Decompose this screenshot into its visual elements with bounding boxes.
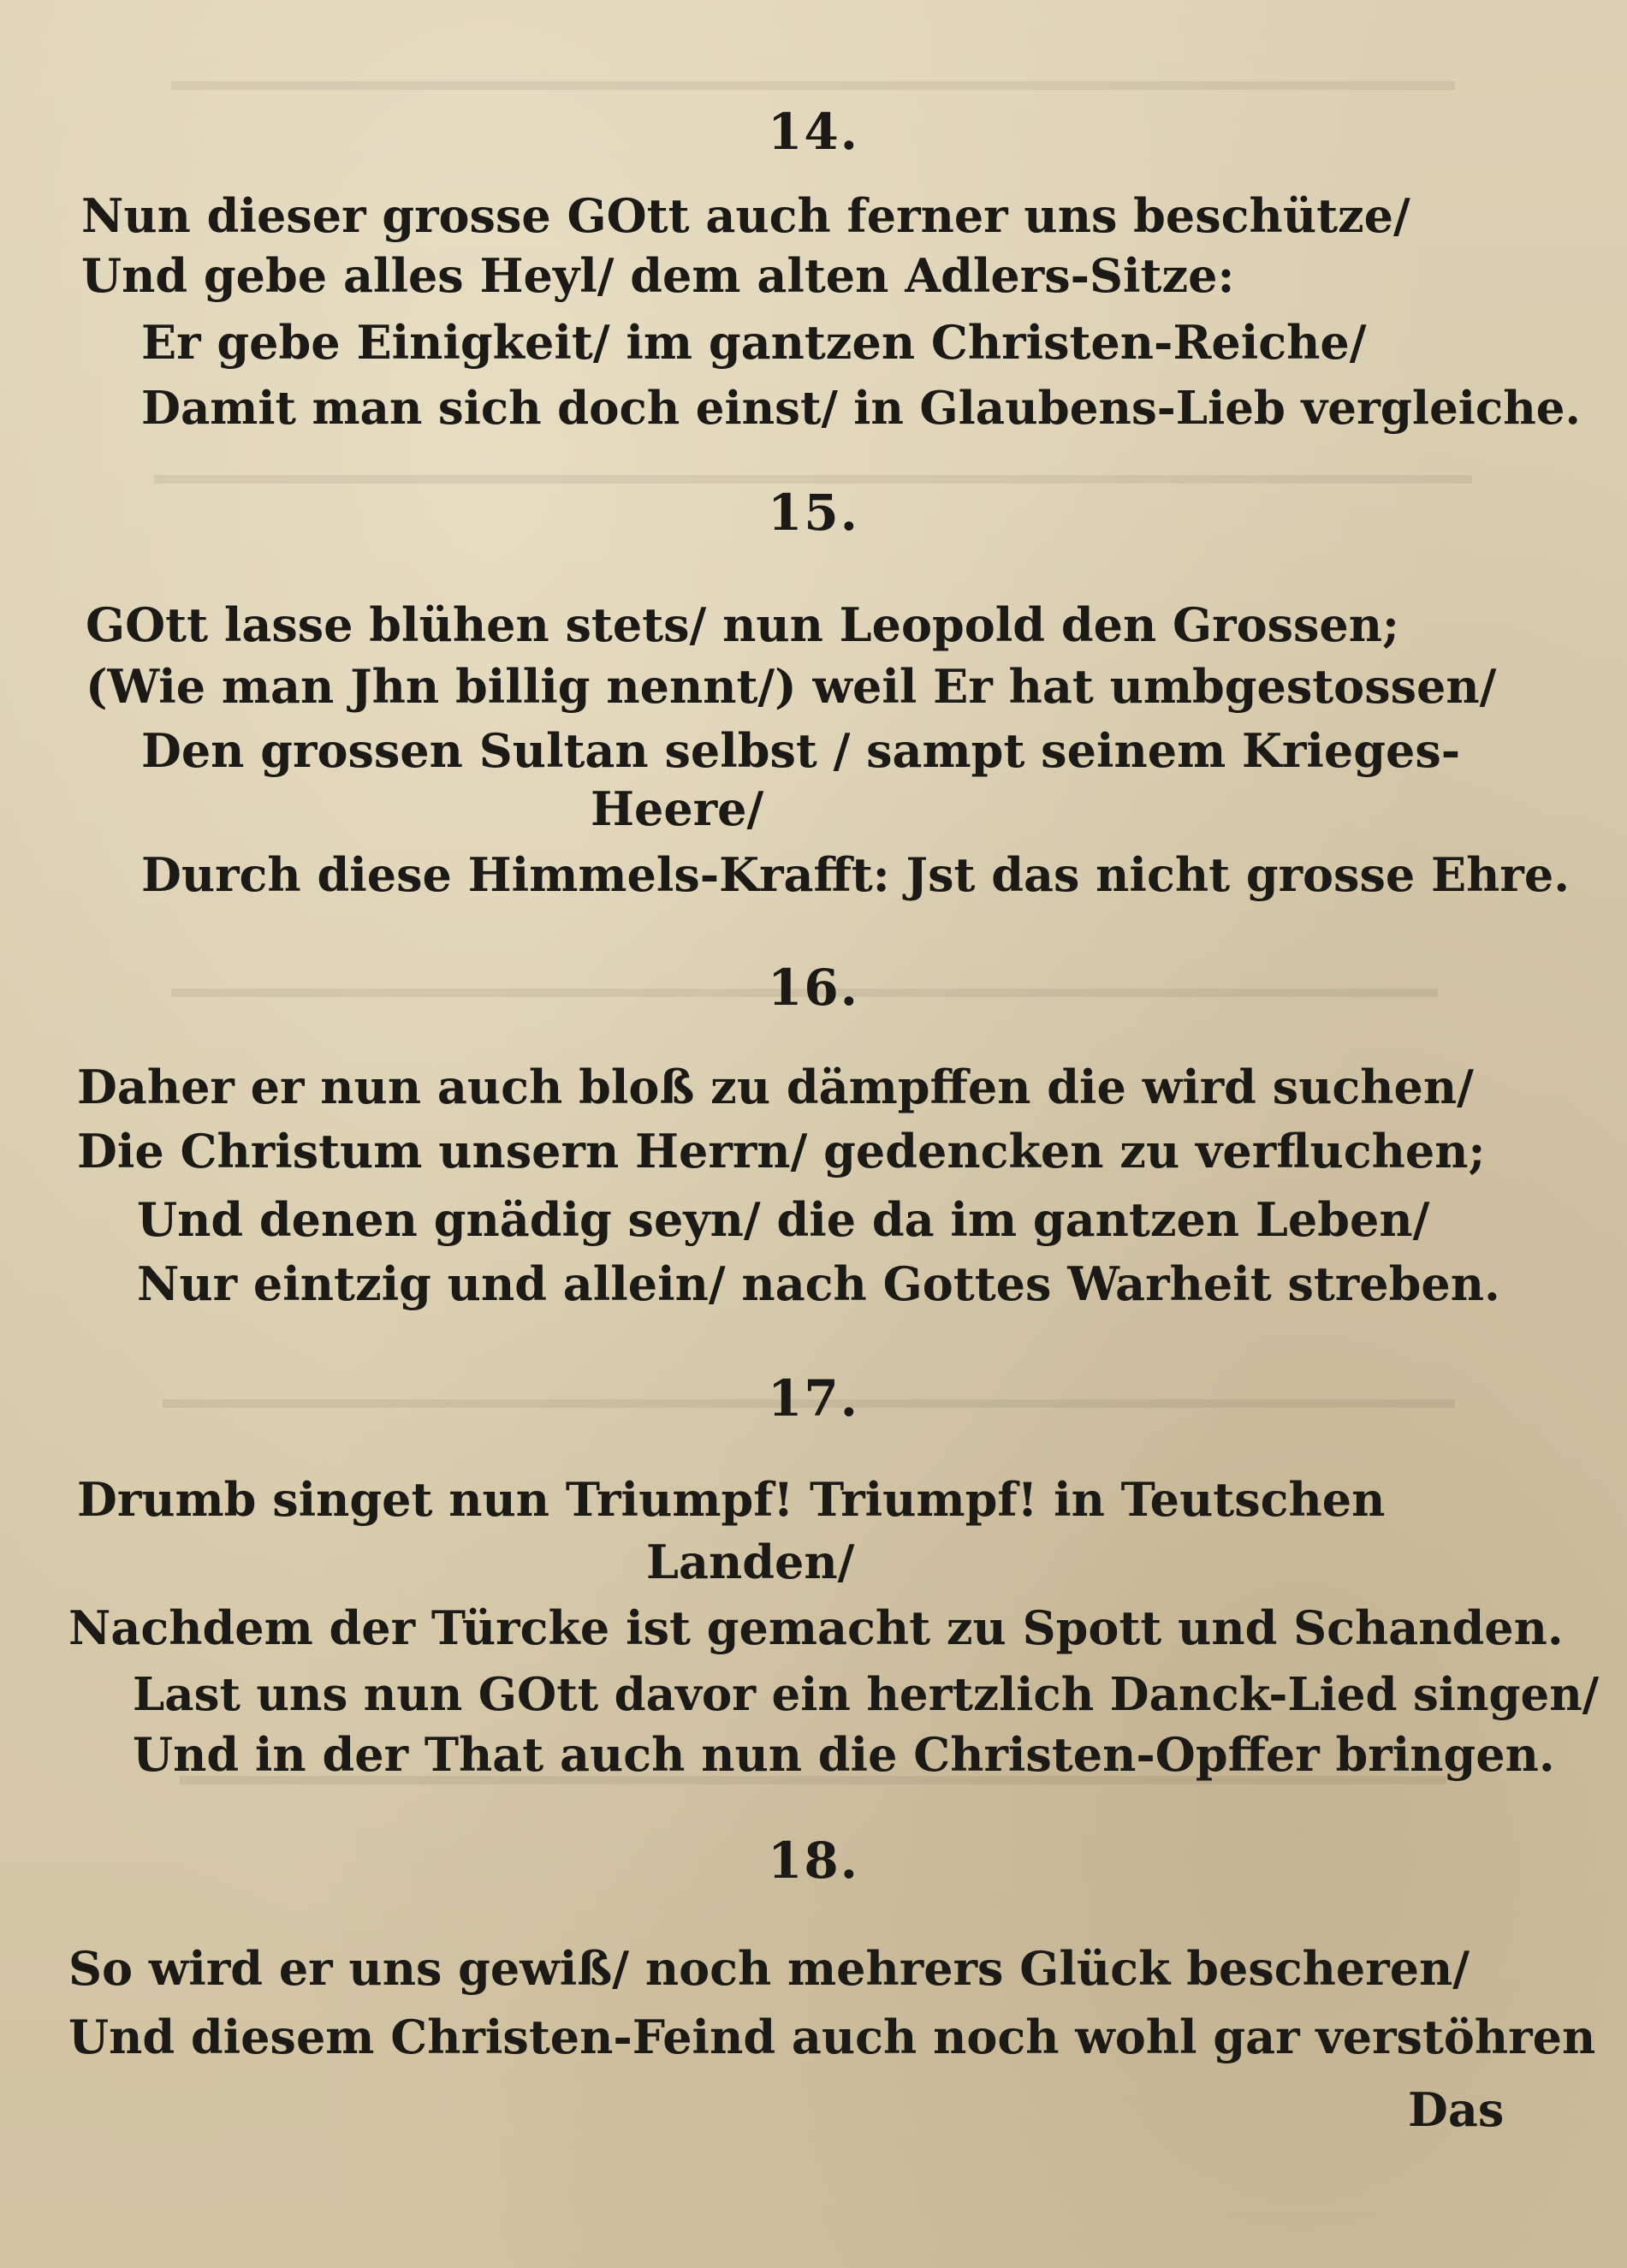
verse-line: Nun dieser grosse GOtt auch ferner uns beschütze/ (81, 188, 1410, 243)
verse-line: Er gebe Einigkeit/ im gantzen Christen-Reiche/ (141, 315, 1367, 370)
verse-line: Heere/ (591, 781, 764, 836)
verse-line: Daher er nun auch bloß zu dämpffen die wird suchen/ (77, 1060, 1474, 1114)
verse-line: Drumb singet nun Triumpf! Triumpf! in Teutschen (77, 1472, 1386, 1527)
verse-line: Nur eintzig und allein/ nach Gottes Warheit streben. (137, 1256, 1500, 1311)
verse-line: Last uns nun GOtt davor ein hertzlich Danck-Lied singen/ (133, 1668, 1600, 1721)
stanza-number: 16. (768, 959, 859, 1017)
verse-line: So wird er uns gewiß/ noch mehrers Glück bescheren/ (68, 1941, 1470, 1996)
stanza-number: 18. (768, 1832, 859, 1890)
verse-line: Und in der That auch nun die Christen-Opffer bringen. (133, 1727, 1555, 1782)
verse-line: Nachdem der Türcke ist gemacht zu Spott und Schanden. (68, 1600, 1564, 1655)
stanza-number: 14. (768, 103, 859, 161)
verse-line: Den grossen Sultan selbst / sampt seinem Krieges- (141, 723, 1461, 778)
verse-line: Landen/ (646, 1535, 855, 1589)
verse-line: GOtt lasse blühen stets/ nun Leopold den Grossen; (86, 597, 1399, 652)
verse-line: Durch diese Himmels-Krafft: Jst das nicht grosse Ehre. (141, 847, 1571, 902)
catchword: Das (1408, 2082, 1505, 2137)
verse-line: Und gebe alles Heyl/ dem alten Adlers-Sitze: (81, 248, 1235, 303)
stanza-number: 15. (768, 484, 859, 542)
verse-line: Damit man sich doch einst/ in Glaubens-Lieb vergleiche. (141, 382, 1581, 435)
verse-line: Und denen gnädig seyn/ die da im gantzen Leben/ (137, 1192, 1430, 1247)
verse-line: (Wie man Jhn billig nennt/) weil Er hat umbgestossen/ (86, 659, 1497, 714)
verse-line: Die Christum unsern Herrn/ gedencken zu verfluchen; (77, 1124, 1486, 1179)
verse-line: Und diesem Christen-Feind auch noch wohl gar verstöhren (68, 2010, 1596, 2064)
stanza-number: 17. (768, 1369, 859, 1428)
